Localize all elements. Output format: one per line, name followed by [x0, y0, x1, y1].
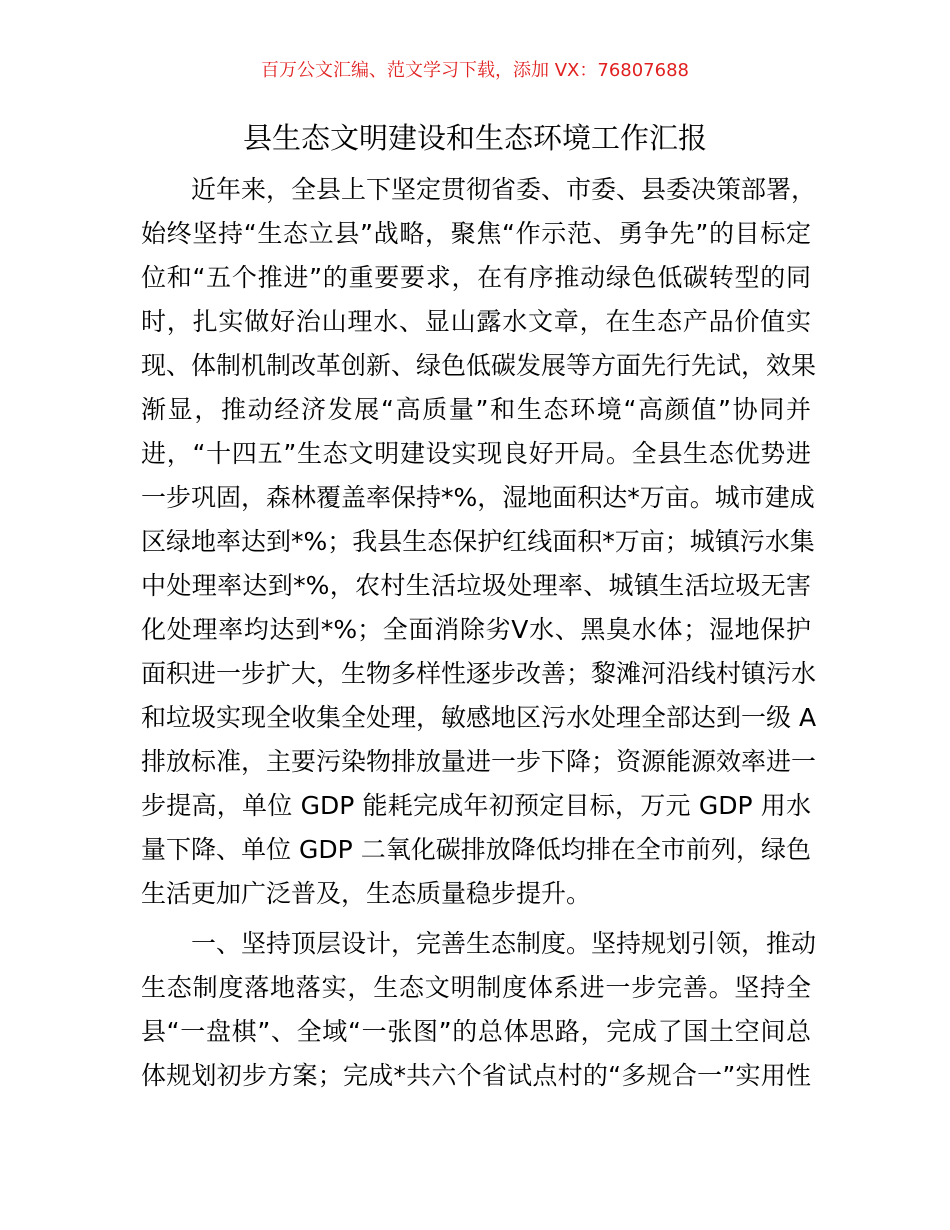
text-line: 化处理率均达到*%；全面消除劣V水、黑臭水体；湿地保护 — [141, 615, 811, 644]
text-line: 和垃圾实现全收集全处理，敏感地区污水处理全部达到一级 A — [141, 703, 817, 732]
text-line: 体规划初步方案；完成*共六个省试点村的“多规合一”实用性 — [141, 1061, 811, 1090]
paragraph-intro — [141, 168, 817, 916]
text-line: 进，“十四五”生态文明建设实现良好开局。全县生态优势进 — [141, 439, 811, 468]
text-line: 一、坚持顶层设计，完善生态制度。坚持规划引领，推动 — [191, 929, 817, 958]
text-line: 位和“五个推进”的重要要求，在有序推动绿色低碳转型的同 — [141, 263, 811, 292]
text-line: 面积进一步扩大，生物多样性逐步改善；黎滩河沿线村镇污水 — [141, 659, 817, 688]
text-line: 近年来，全县上下坚定贯彻省委、市委、县委决策部署， — [191, 175, 817, 204]
text-line: 现、体制机制改革创新、绿色低碳发展等方面先行先试，效果 — [141, 351, 817, 380]
text-line: 生态制度落地落实，生态文明制度体系进一步完善。坚持全 — [141, 973, 811, 1002]
text-line: 中处理率达到*%，农村生活垃圾处理率、城镇生活垃圾无害 — [141, 571, 811, 600]
document-title: 县生态文明建设和生态环境工作汇报 — [242, 121, 707, 155]
text-line: 渐显，推动经济发展“高质量”和生态环境“高颜值”协同并 — [141, 395, 811, 424]
text-line: 始终坚持“生态立县”战略，聚焦“作示范、勇争先”的目标定 — [141, 219, 811, 248]
watermark-header: 百万公文汇编、范文学习下载，添加 VX：76807688 — [261, 60, 689, 81]
text-line: 量下降、单位 GDP 二氧化碳排放降低均排在全市前列，绿色 — [141, 835, 811, 864]
paragraph-section-1 — [141, 922, 817, 1098]
text-line: 一步巩固，森林覆盖率保持*%，湿地面积达*万亩。城市建成 — [141, 483, 815, 512]
text-line: 排放标准，主要污染物排放量进一步下降；资源能源效率进一 — [141, 747, 817, 776]
text-line: 步提高，单位 GDP 能耗完成年初预定目标，万元 GDP 用水 — [141, 791, 811, 820]
text-line: 县“一盘棋”、全域“一张图”的总体思路，完成了国土空间总 — [141, 1017, 811, 1046]
text-line: 生活更加广泛普及，生态质量稳步提升。 — [141, 879, 592, 908]
text-line: 时，扎实做好治山理水、显山露水文章，在生态产品价值实 — [141, 307, 811, 336]
text-line: 区绿地率达到*%；我县生态保护红线面积*万亩；城镇污水集 — [141, 527, 815, 556]
